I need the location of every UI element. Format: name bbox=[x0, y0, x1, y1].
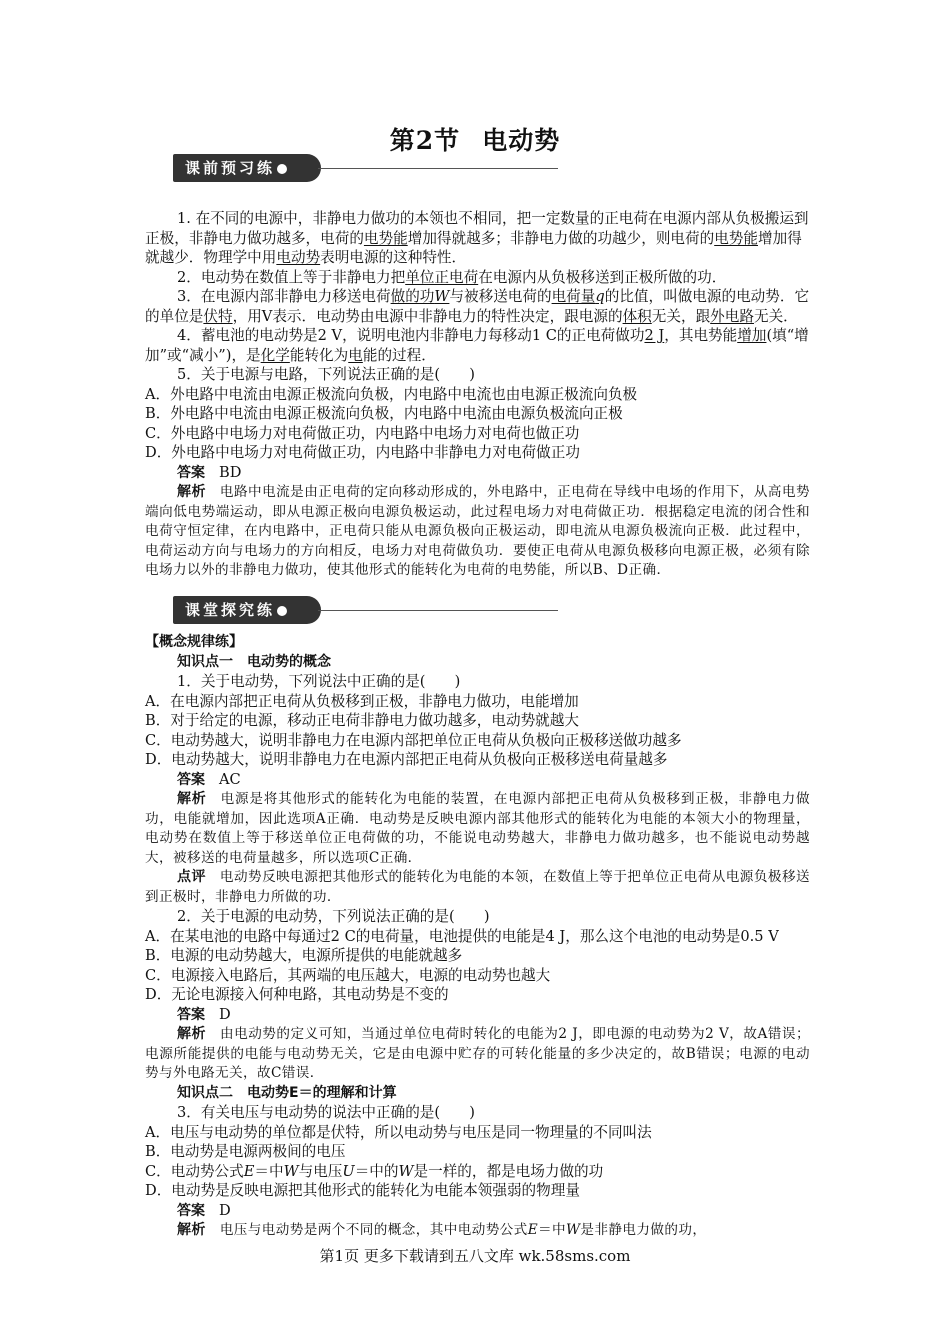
question-2-option-b: B．电源的电动势越大，电源所提供的电能就越多 bbox=[145, 947, 463, 964]
question-1-option-a: A．在电源内部把正电荷从负极移到正极，非静电力做功，电能增加 bbox=[145, 692, 579, 710]
classroom-section bbox=[145, 633, 810, 1241]
analysis-1: 解析 电源是将其他形式的能转化为电能的装置，在电源内部把正电荷从负极移到正极，非静电力做功，电能就增加，因此选项A正确．电动势是反映电源内部其他形式的能转化为电能的本领大小的物理量，电动势在数值上等于移送单位正电荷做的功，不能说电动势越大，非静电力做功越多，也不能说电动势越大，被移送的电荷量越多，所以选项C正确． bbox=[145, 791, 810, 866]
analysis-5: 解析 电路中电流是由正电荷的定向移动形成的，外电路中，正电荷在导线中电场的作用下，从高电势端向低电势端运动，即从电源正极向电源负极运动，此过程电场力对电荷做正功．根据稳定电流的闭合性和电荷守恒定律，在内电路中，正电荷只能从电源负极向正极运动，即电流从电源负极流向正极．此过程中，电荷运动方向与电场力的方向相反，电场力对电荷做负功．要使正电荷从电源负极移向电源正极，必须有除电场力以外的非静电力做功，使其他形式的能转化为电荷的电势能，所以B、D正确． bbox=[145, 484, 810, 578]
banner-classroom-tag bbox=[173, 596, 321, 624]
analysis-2: 解析 由电动势的定义可知，当通过单位电荷时转化的电能为2 J，即电源的电动势为2 V，故A错误；电源所能提供的电能与电动势无关，它是由电源中贮存的可转化能量的多少决定的，故B错误；电源的电动势与外电路无关，故C错误． bbox=[145, 1026, 810, 1081]
question-2-option-c: C．电源接入电路后，其两端的电压越大，电源的电动势也越大 bbox=[145, 966, 551, 984]
question-1-option-b: B．对于给定的电源，移动正电荷非静电力做功越多，电动势就越大 bbox=[145, 712, 579, 729]
banner-rule bbox=[318, 610, 558, 611]
question-3-option-d: D．电动势是反映电源把其他形式的能转化为电能本领强弱的物理量 bbox=[145, 1182, 580, 1199]
title-section-number: 第2节 bbox=[389, 126, 461, 155]
paragraph-2: 2．电动势在数值上等于非静电力把单位正电荷在电源内从负极移送到正极所做的功． bbox=[177, 268, 727, 286]
question-2: 2．关于电源的电动势，下列说法正确的是( ) bbox=[177, 908, 490, 925]
comment-1: 点评 电动势反映电源把其他形式的能转化为电能的本领，在数值上等于把单位正电荷从电源负极移送到正极时，非静电力所做的功． bbox=[145, 869, 810, 905]
question-5: 5．关于电源与电路，下列说法正确的是( ) bbox=[177, 366, 475, 383]
question-3: 3．有关电压与电动势的说法中正确的是( ) bbox=[177, 1104, 475, 1121]
paragraph-3: 3．在电源内部非静电力移送电荷做的功W与被移送电荷的电荷量q的比值，叫做电源的电动势．它的单位是伏特，用V表示．电动势由电源中非静电力的特性决定，跟电源的体积无关，跟外电路无关． bbox=[145, 288, 810, 325]
question-5-option-b: B．外电路中电流由电源正极流向负极，内电路中电流由电源负极流向正极 bbox=[145, 405, 623, 422]
question-3-option-a: A．电压与电动势的单位都是伏特，所以电动势与电压是同一物理量的不同叫法 bbox=[145, 1123, 652, 1141]
page-title bbox=[0, 121, 950, 157]
banner-preview bbox=[173, 154, 558, 184]
title-topic: 电动势 bbox=[482, 126, 561, 155]
question-2-option-d: D．无论电源接入何种电路，其电动势是不变的 bbox=[145, 986, 449, 1003]
answer-2: 答案 D bbox=[177, 1005, 231, 1023]
question-5-option-a: A．外电路中电流由电源正极流向负极，内电路中电流也由电源正极流向负极 bbox=[145, 385, 638, 403]
section-heading: 【概念规律练】 bbox=[145, 634, 243, 650]
preview-section bbox=[145, 209, 810, 581]
question-1: 1．关于电动势，下列说法中正确的是( ) bbox=[177, 673, 461, 690]
answer-5: 答案 BD bbox=[177, 463, 242, 481]
knowledge-point-2: 知识点二 电动势E＝的理解和计算 bbox=[177, 1084, 397, 1101]
question-1-option-d: D．电动势越大，说明非静电力在电源内部把正电荷从负极向正极移送电荷量越多 bbox=[145, 751, 668, 768]
banner-rule bbox=[318, 168, 558, 169]
question-3-option-c: C．电动势公式E＝中W与电压U＝中的W是一样的，都是电场力做的功 bbox=[145, 1162, 604, 1180]
paragraph-1: 1. 在不同的电源中，非静电力做功的本领也不相同，把一定数量的正电荷在电源内部从负极搬运到正极，非静电力做功越多，电荷的电势能增加得就越多；非静电力做的功越少，则电荷的电势能增加得就越少．物理学中用电动势表明电源的这种特性． bbox=[145, 210, 809, 266]
knowledge-point-1: 知识点一 电动势的概念 bbox=[177, 653, 331, 670]
bullet-dot-icon bbox=[277, 164, 287, 174]
bullet-dot-icon bbox=[277, 606, 287, 616]
banner-preview-tag bbox=[173, 154, 321, 182]
page-footer: 第1页 更多下载请到五八文库 wk.58sms.com bbox=[319, 1247, 631, 1265]
question-2-option-a: A．在某电池的电路中每通过2 C的电荷量，电池提供的电能是4 J，那么这个电池的电动势是0.5 V bbox=[145, 927, 779, 945]
question-1-option-c: C．电动势越大，说明非静电力在电源内部把单位正电荷从负极向正极移送做功越多 bbox=[145, 731, 682, 749]
paragraph-4: 4．蓄电池的电动势是2 V，说明电池内非静电力每移动1 C的正电荷做功2 J，其电势能增加(填“增加”或“减小”)，是化学能转化为电能的过程． bbox=[145, 327, 809, 364]
banner-preview-label: 课前预习练 bbox=[185, 159, 276, 177]
banner-classroom bbox=[173, 596, 558, 626]
question-5-option-d: D．外电路中电场力对电荷做正功，内电路中非静电力对电荷做正功 bbox=[145, 444, 580, 461]
banner-classroom-label: 课堂探究练 bbox=[185, 601, 276, 619]
question-5-option-c: C．外电路中电场力对电荷做正功，内电路中电场力对电荷也做正功 bbox=[145, 424, 580, 442]
question-3-option-b: B．电动势是电源两极间的电压 bbox=[145, 1143, 346, 1160]
analysis-3: 解析 电压与电动势是两个不同的概念，其中电动势公式E＝中W是非静电力做的功， bbox=[177, 1222, 707, 1238]
answer-3: 答案 D bbox=[177, 1201, 231, 1219]
answer-1: 答案 AC bbox=[177, 770, 241, 788]
